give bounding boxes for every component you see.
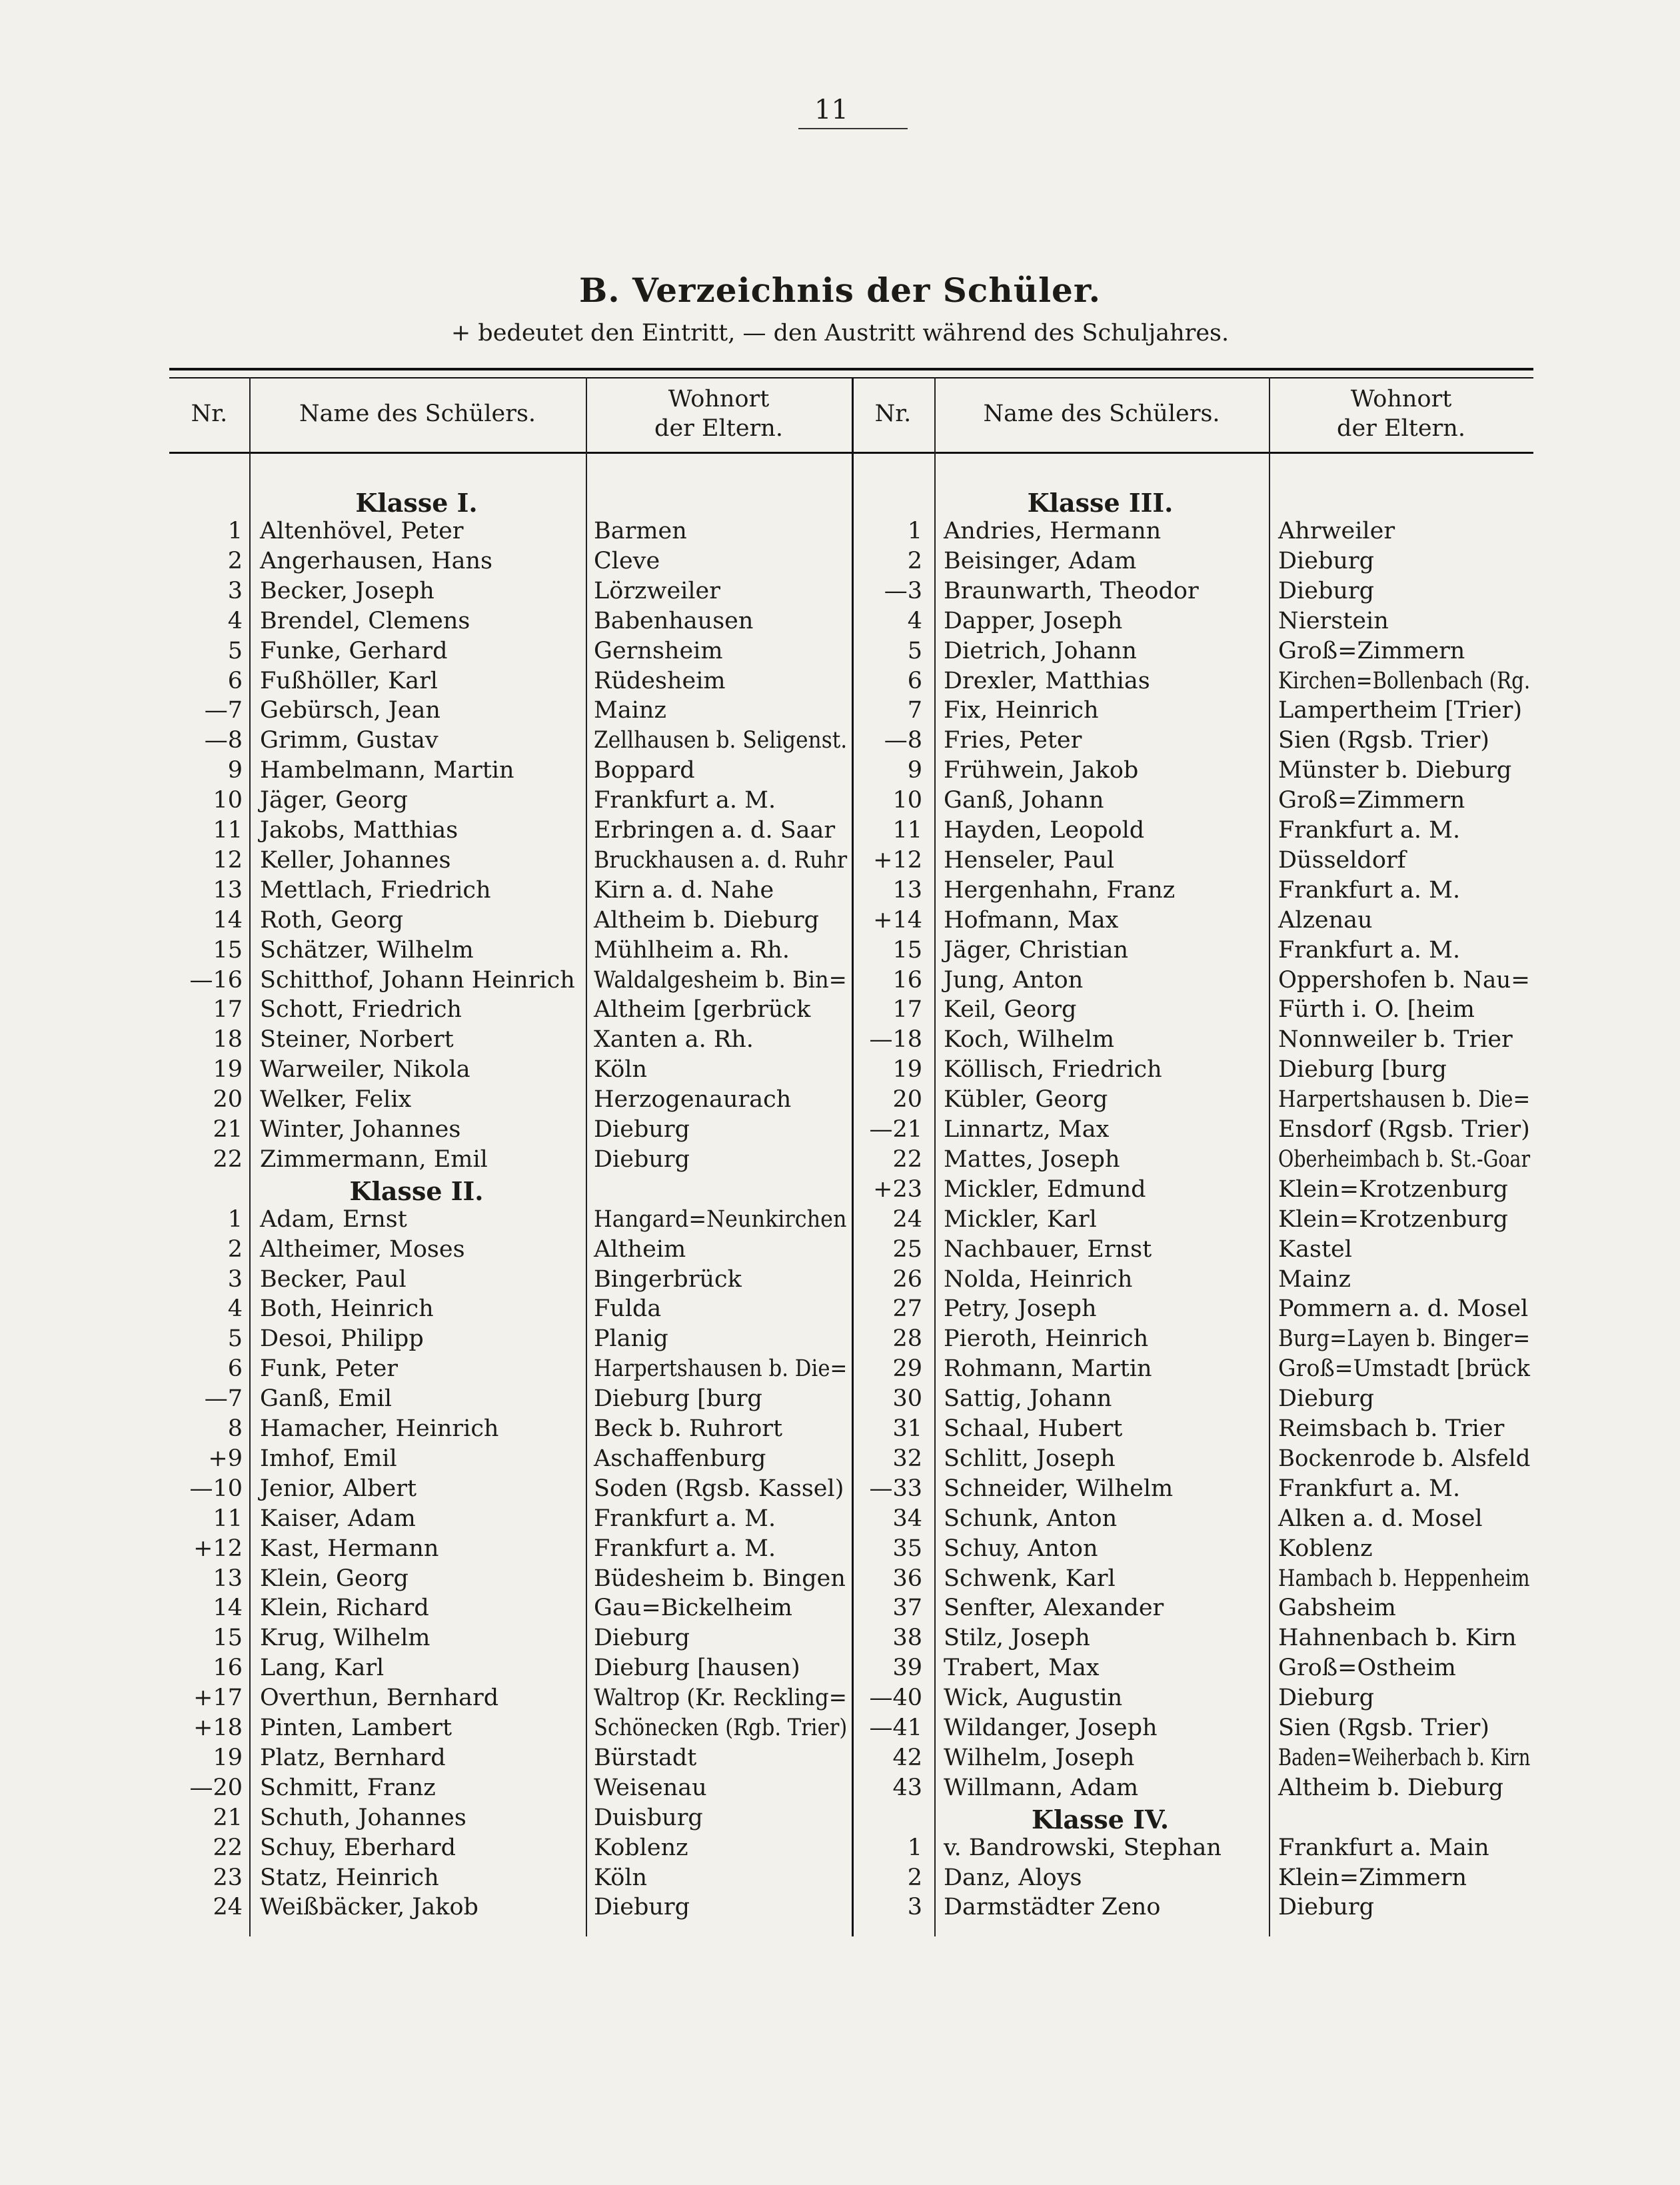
student-name: Kast, Hermann [260, 1535, 439, 1562]
row-number: 42 [892, 1744, 922, 1771]
row-number: 39 [892, 1655, 922, 1682]
row-number: 16 [213, 1655, 243, 1682]
parents-residence: Sien (Rgsb. Trier) [1278, 1715, 1489, 1741]
student-name: Both, Heinrich [260, 1295, 434, 1323]
parents-residence: Münster b. Dieburg [1278, 757, 1512, 784]
row-number: 5 [227, 1325, 243, 1353]
student-name: Becker, Paul [260, 1265, 407, 1293]
parents-residence: Groß=Umstadt [brück [1278, 1355, 1530, 1383]
parents-residence: Gernsheim [594, 637, 723, 664]
student-name: Overthun, Bernhard [260, 1685, 499, 1712]
header-place-line2: der Eltern. [1337, 415, 1465, 442]
student-name: Schitthof, Johann Heinrich [260, 966, 575, 994]
row-number: 11 [213, 817, 243, 844]
parents-residence: Dieburg [hausen) [594, 1655, 800, 1682]
class-title: Klasse I. [355, 488, 478, 518]
row-number: 19 [213, 1056, 243, 1084]
student-name: Klein, Georg [260, 1565, 409, 1592]
student-name: Schuy, Anton [944, 1535, 1098, 1562]
parents-residence: Mühlheim a. Rh. [594, 936, 790, 964]
parents-residence: Alzenau [1278, 906, 1373, 934]
row-number: —41 [869, 1715, 922, 1741]
row-number: 6 [227, 1355, 243, 1383]
row-number: 10 [213, 787, 243, 814]
parents-residence: Schönecken (Rgb. Trier) [594, 1715, 848, 1741]
row-number: 28 [892, 1325, 922, 1353]
parents-residence: Mainz [1278, 1265, 1351, 1293]
parents-residence: Baden=Weiherbach b. Kirn [1278, 1744, 1531, 1771]
student-name: Fußhöller, Karl [260, 667, 438, 694]
parents-residence: Ahrweiler [1278, 518, 1395, 544]
student-name: Krug, Wilhelm [260, 1625, 430, 1652]
row-number: 1 [907, 518, 922, 544]
row-number: 14 [213, 1595, 243, 1622]
student-name: Weißbäcker, Jakob [260, 1894, 478, 1921]
parents-residence: Dieburg [1278, 1685, 1375, 1712]
student-name: Mickler, Edmund [944, 1175, 1146, 1203]
row-number: 13 [213, 1565, 243, 1592]
class-title: Klasse II. [349, 1175, 484, 1206]
student-name: Linnartz, Max [944, 1116, 1110, 1143]
student-name: Dietrich, Johann [944, 637, 1137, 664]
student-name: Roth, Georg [260, 906, 404, 934]
parents-residence: Dieburg [1278, 1894, 1375, 1921]
row-number: 34 [892, 1505, 922, 1532]
parents-residence: Bingerbrück [594, 1265, 742, 1293]
row-number: 19 [213, 1744, 243, 1771]
student-name: Funke, Gerhard [260, 637, 448, 664]
student-name: Koch, Wilhelm [944, 1026, 1115, 1054]
parents-residence: Düsseldorf [1278, 846, 1406, 874]
parents-residence: Köln [594, 1864, 648, 1891]
student-name: Braunwarth, Theodor [944, 577, 1199, 604]
row-number: 27 [892, 1295, 922, 1323]
student-name: Senfter, Alexander [944, 1595, 1164, 1622]
student-name: Hamacher, Heinrich [260, 1415, 499, 1442]
student-name: Altheimer, Moses [260, 1235, 465, 1263]
student-name: Nolda, Heinrich [944, 1265, 1133, 1293]
student-name: Schwenk, Karl [944, 1565, 1116, 1592]
row-number: 16 [892, 966, 922, 994]
parents-residence: Erbringen a. d. Saar [594, 817, 836, 844]
parents-residence: Frankfurt a. M. [594, 1505, 776, 1532]
parents-residence: Lampertheim [Trier) [1278, 697, 1522, 724]
parents-residence: Klein=Krotzenburg [1278, 1205, 1508, 1233]
student-name: Hambelmann, Martin [260, 757, 514, 784]
row-number: 9 [907, 757, 922, 784]
row-number: 3 [907, 1894, 922, 1921]
student-name: Jung, Anton [944, 966, 1084, 994]
student-name: Petry, Joseph [944, 1295, 1097, 1323]
parents-residence: Altheim [594, 1235, 686, 1263]
row-number: 13 [892, 876, 922, 904]
parents-residence: Frankfurt a. M. [1278, 876, 1461, 904]
student-name: Sattig, Johann [944, 1385, 1112, 1413]
row-number: 4 [227, 607, 243, 634]
row-number: 19 [892, 1056, 922, 1084]
row-number: 35 [892, 1535, 922, 1562]
parents-residence: Bürstadt [594, 1744, 697, 1771]
student-name: Ganß, Johann [944, 787, 1104, 814]
parents-residence: Kastel [1278, 1235, 1352, 1263]
row-number: 6 [907, 667, 922, 694]
row-number: 2 [227, 547, 243, 574]
row-number: 30 [892, 1385, 922, 1413]
parents-residence: Alken a. d. Mosel [1278, 1505, 1483, 1532]
parents-residence: Hambach b. Heppenheim [1278, 1565, 1530, 1592]
row-number: 6 [227, 667, 243, 694]
parents-residence: Harpertshausen b. Die= [594, 1355, 848, 1383]
student-name: Schuy, Eberhard [260, 1834, 456, 1861]
parents-residence: Dieburg [594, 1894, 690, 1921]
student-name: Schmitt, Franz [260, 1774, 436, 1801]
parents-residence: Groß=Zimmern [1278, 787, 1465, 814]
row-number: —3 [884, 577, 922, 604]
student-name: Brendel, Clemens [260, 607, 470, 634]
parents-residence: Waltrop (Kr. Reckling= [594, 1685, 847, 1712]
parents-residence: Soden (Rgsb. Kassel) [594, 1475, 844, 1502]
row-number: 2 [907, 547, 922, 574]
parents-residence: Groß=Ostheim [1278, 1655, 1456, 1682]
student-name: Klein, Richard [260, 1595, 429, 1622]
row-number: 7 [907, 697, 922, 724]
parents-residence: Boppard [594, 757, 695, 784]
row-number: 36 [892, 1565, 922, 1592]
student-name: Köllisch, Friedrich [944, 1056, 1162, 1084]
student-name: Willmann, Adam [944, 1774, 1139, 1801]
row-number: 11 [213, 1505, 243, 1532]
row-number: 15 [213, 936, 243, 964]
parents-residence: Duisburg [594, 1804, 703, 1831]
parents-residence: Barmen [594, 518, 687, 544]
student-name: Kübler, Georg [944, 1086, 1108, 1113]
row-number: 1 [907, 1834, 922, 1861]
page-number: 11 [814, 95, 848, 125]
parents-residence: Cleve [594, 547, 660, 574]
row-number: 18 [213, 1026, 243, 1054]
row-number: 17 [213, 996, 243, 1024]
student-name: Pieroth, Heinrich [944, 1325, 1149, 1353]
student-name: Wilhelm, Joseph [944, 1744, 1135, 1771]
student-name: Hofmann, Max [944, 906, 1119, 934]
row-number: 2 [227, 1235, 243, 1263]
row-number: +12 [873, 846, 922, 874]
row-number: +9 [208, 1445, 243, 1472]
row-number: 12 [213, 846, 243, 874]
parents-residence: Büdesheim b. Bingen [594, 1565, 846, 1592]
row-number: 22 [892, 1145, 922, 1173]
parents-residence: Gau=Bickelheim [594, 1595, 792, 1622]
parents-residence: Frankfurt a. M. [1278, 817, 1461, 844]
parents-residence: Frankfurt a. M. [1278, 936, 1461, 964]
parents-residence: Harpertshausen b. Die= [1278, 1086, 1531, 1113]
parents-residence: Sien (Rgsb. Trier) [1278, 727, 1489, 754]
row-number: 3 [227, 1265, 243, 1293]
row-number: 31 [892, 1415, 922, 1442]
parents-residence: Planig [594, 1325, 668, 1353]
parents-residence: Dieburg [594, 1145, 690, 1173]
student-name: Schneider, Wilhelm [944, 1475, 1174, 1502]
row-number: 20 [892, 1086, 922, 1113]
student-name: Platz, Bernhard [260, 1744, 446, 1771]
parents-residence: Fulda [594, 1295, 662, 1323]
parents-residence: Lörzweiler [594, 577, 720, 604]
parents-residence: Bruckhausen a. d. Ruhr [594, 846, 848, 874]
student-name: v. Bandrowski, Stephan [944, 1834, 1222, 1861]
class-title: Klasse III. [1027, 488, 1174, 518]
student-name: Fries, Peter [944, 727, 1082, 754]
student-name: Jäger, Christian [944, 936, 1129, 964]
parents-residence: Herzogenaurach [594, 1086, 792, 1113]
row-number: 25 [892, 1235, 922, 1263]
row-number: 5 [907, 637, 922, 664]
student-name: Grimm, Gustav [260, 727, 438, 754]
parents-residence: Frankfurt a. Main [1278, 1834, 1489, 1861]
row-number: 24 [892, 1205, 922, 1233]
student-name: Hayden, Leopold [944, 817, 1145, 844]
row-number: 1 [227, 518, 243, 544]
parents-residence: Xanten a. Rh. [594, 1026, 754, 1054]
header-place-line2: der Eltern. [654, 415, 783, 442]
row-number: 2 [907, 1864, 922, 1891]
row-number: 21 [213, 1804, 243, 1831]
parents-residence: Nierstein [1278, 607, 1389, 634]
row-number: 13 [213, 876, 243, 904]
parents-residence: Burg=Layen b. Binger= [1278, 1325, 1531, 1353]
parents-residence: Nonnweiler b. Trier [1278, 1026, 1513, 1054]
parents-residence: Frankfurt a. M. [594, 787, 776, 814]
header-place-line1: Wohnort [668, 386, 770, 413]
row-number: —8 [204, 727, 243, 754]
student-name: Funk, Peter [260, 1355, 399, 1383]
student-name: Kaiser, Adam [260, 1505, 416, 1532]
row-number: —18 [869, 1026, 922, 1054]
row-number: 22 [213, 1145, 243, 1173]
student-name: Rohmann, Martin [944, 1355, 1152, 1383]
row-number: —7 [204, 1385, 243, 1413]
parents-residence: Fürth i. O. [heim [1278, 996, 1475, 1024]
student-name: Schunk, Anton [944, 1505, 1118, 1532]
parents-residence: Zellhausen b. Seligenst. [594, 727, 848, 754]
parents-residence: Mainz [594, 697, 666, 724]
parents-residence: Dieburg [1278, 547, 1375, 574]
student-name: Lang, Karl [260, 1655, 385, 1682]
parents-residence: Pommern a. d. Mosel [1278, 1295, 1529, 1323]
row-number: 24 [213, 1894, 243, 1921]
header-name-left: Name des Schülers. [299, 400, 536, 428]
student-name: Mettlach, Friedrich [260, 876, 491, 904]
student-name: Danz, Aloys [944, 1864, 1082, 1891]
student-name: Desoi, Philipp [260, 1325, 424, 1353]
student-name: Hergenhahn, Franz [944, 876, 1176, 904]
parents-residence: Altheim b. Dieburg [1278, 1774, 1504, 1801]
row-number: +23 [873, 1175, 922, 1203]
parents-residence: Dieburg [1278, 1385, 1375, 1413]
student-name: Pinten, Lambert [260, 1715, 452, 1741]
row-number: 38 [892, 1625, 922, 1652]
row-number: 20 [213, 1086, 243, 1113]
student-name: Schott, Friedrich [260, 996, 462, 1024]
student-name: Andries, Hermann [944, 518, 1162, 544]
student-name: Jäger, Georg [260, 787, 409, 814]
parents-residence: Aschaffenburg [594, 1445, 766, 1472]
parents-residence: Reimsbach b. Trier [1278, 1415, 1505, 1442]
parents-residence: Bockenrode b. Alsfeld [1278, 1445, 1531, 1472]
student-name: Statz, Heinrich [260, 1864, 439, 1891]
row-number: 1 [227, 1205, 243, 1233]
student-name: Becker, Joseph [260, 577, 434, 604]
parents-residence: Altheim [gerbrück [594, 996, 811, 1024]
row-number: +14 [873, 906, 922, 934]
parents-residence: Klein=Zimmern [1278, 1864, 1467, 1891]
row-number: 29 [892, 1355, 922, 1383]
row-number: 37 [892, 1595, 922, 1622]
student-name: Schätzer, Wilhelm [260, 936, 474, 964]
parents-residence: Rüdesheim [594, 667, 726, 694]
row-number: —8 [884, 727, 922, 754]
column-divider [249, 377, 251, 1936]
row-number: 43 [892, 1774, 922, 1801]
student-name: Warweiler, Nikola [260, 1056, 470, 1084]
section-title: B. Verzeichnis der Schüler. [578, 271, 1102, 310]
parents-residence: Kirchen=Bollenbach (Rg. [1278, 667, 1531, 694]
student-name: Winter, Johannes [260, 1116, 461, 1143]
legend-text: + bedeutet den Eintritt, — den Austritt während des Schuljahres. [450, 320, 1230, 347]
row-number: 14 [213, 906, 243, 934]
student-name: Schaal, Hubert [944, 1415, 1123, 1442]
parents-residence: Waldalgesheim b. Bin= [594, 966, 847, 994]
row-number: 4 [907, 607, 922, 634]
student-table [169, 368, 1533, 1936]
parents-residence: Dieburg [594, 1625, 690, 1652]
row-number: —10 [189, 1475, 243, 1502]
row-number: 17 [892, 996, 922, 1024]
student-name: Adam, Ernst [260, 1205, 407, 1233]
student-name: Jakobs, Matthias [260, 817, 458, 844]
row-number: —16 [189, 966, 243, 994]
student-name: Fix, Heinrich [944, 697, 1099, 724]
row-number: 21 [213, 1116, 243, 1143]
parents-residence: Ensdorf (Rgsb. Trier) [1278, 1116, 1530, 1143]
parents-residence: Beck b. Ruhrort [594, 1415, 783, 1442]
parents-residence: Koblenz [1278, 1535, 1373, 1562]
header-nr-left: Nr. [191, 400, 228, 428]
row-number: 11 [892, 817, 922, 844]
student-name: Schlitt, Joseph [944, 1445, 1116, 1472]
parents-residence: Hangard=Neunkirchen [594, 1205, 847, 1233]
parents-residence: Babenhausen [594, 607, 754, 634]
parents-residence: Dieburg [594, 1116, 690, 1143]
student-name: Wick, Augustin [944, 1685, 1123, 1712]
student-name: Dapper, Joseph [944, 607, 1123, 634]
parents-residence: Kirn a. d. Nahe [594, 876, 774, 904]
row-number: +12 [193, 1535, 243, 1562]
row-number: 15 [213, 1625, 243, 1652]
column-divider [586, 377, 587, 1936]
header-nr-right: Nr. [874, 400, 912, 428]
row-number: 22 [213, 1834, 243, 1861]
header-place-left [586, 377, 852, 452]
header-place-right [1269, 377, 1533, 452]
header-name-right: Name des Schülers. [983, 400, 1220, 428]
row-number: 32 [892, 1445, 922, 1472]
student-name: Ganß, Emil [260, 1385, 393, 1413]
student-name: Jenior, Albert [260, 1475, 417, 1502]
student-name: Altenhövel, Peter [260, 518, 464, 544]
student-name: Keil, Georg [944, 996, 1077, 1024]
column-divider [1269, 377, 1270, 1936]
parents-residence: Frankfurt a. M. [1278, 1475, 1461, 1502]
parents-residence: Groß=Zimmern [1278, 637, 1465, 664]
parents-residence: Oppershofen b. Nau= [1278, 966, 1530, 994]
row-number: 4 [227, 1295, 243, 1323]
row-number: 9 [227, 757, 243, 784]
row-number: 15 [892, 936, 922, 964]
parents-residence: Weisenau [594, 1774, 707, 1801]
parents-residence: Dieburg [burg [1278, 1056, 1447, 1084]
parents-residence: Koblenz [594, 1834, 688, 1861]
parents-residence: Gabsheim [1278, 1595, 1396, 1622]
student-name: Mattes, Joseph [944, 1145, 1120, 1173]
row-number: 8 [227, 1415, 243, 1442]
student-name: Drexler, Matthias [944, 667, 1150, 694]
student-name: Stilz, Joseph [944, 1625, 1090, 1652]
student-name: Steiner, Norbert [260, 1026, 454, 1054]
student-name: Henseler, Paul [944, 846, 1115, 874]
row-number: +18 [193, 1715, 243, 1741]
student-name: Mickler, Karl [944, 1205, 1097, 1233]
parents-residence: Hahnenbach b. Kirn [1278, 1625, 1517, 1652]
row-number: —33 [869, 1475, 922, 1502]
student-name: Zimmermann, Emil [260, 1145, 488, 1173]
row-number: 10 [892, 787, 922, 814]
student-name: Nachbauer, Ernst [944, 1235, 1152, 1263]
student-name: Darmstädter Zeno [944, 1894, 1161, 1921]
row-number: 5 [227, 637, 243, 664]
row-number: 26 [892, 1265, 922, 1293]
student-name: Gebürsch, Jean [260, 697, 440, 724]
header-place-line1: Wohnort [1350, 386, 1452, 413]
parents-residence: Oberheimbach b. St.-Goar [1278, 1145, 1531, 1173]
student-name: Schuth, Johannes [260, 1804, 466, 1831]
student-name: Keller, Johannes [260, 846, 451, 874]
student-name: Angerhausen, Hans [260, 547, 492, 574]
row-number: —20 [189, 1774, 243, 1801]
student-name: Wildanger, Joseph [944, 1715, 1158, 1741]
column-divider [934, 377, 936, 1936]
row-number: —21 [869, 1116, 922, 1143]
row-number: —7 [204, 697, 243, 724]
class-title: Klasse IV. [1031, 1804, 1170, 1834]
student-name: Beisinger, Adam [944, 547, 1137, 574]
row-number: +17 [193, 1685, 243, 1712]
row-number: 23 [213, 1864, 243, 1891]
parents-residence: Frankfurt a. M. [594, 1535, 776, 1562]
parents-residence: Klein=Krotzenburg [1278, 1175, 1508, 1203]
row-number: —40 [869, 1685, 922, 1712]
parents-residence: Köln [594, 1056, 648, 1084]
parents-residence: Altheim b. Dieburg [594, 906, 820, 934]
student-name: Frühwein, Jakob [944, 757, 1139, 784]
student-name: Imhof, Emil [260, 1445, 397, 1472]
parents-residence: Dieburg [1278, 577, 1375, 604]
row-number: 3 [227, 577, 243, 604]
student-name: Welker, Felix [260, 1086, 412, 1113]
parents-residence: Dieburg [burg [594, 1385, 762, 1413]
page-number-rule [798, 128, 908, 129]
student-name: Trabert, Max [944, 1655, 1100, 1682]
